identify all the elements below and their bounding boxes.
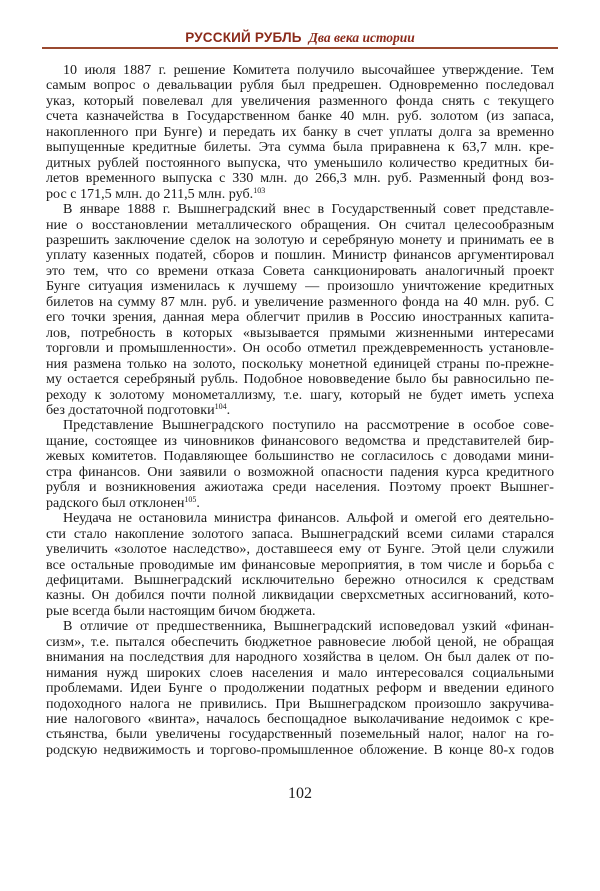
text-line: ние налогового «винта», началось беспощадное выколачивание недоимок с кре- (46, 711, 554, 728)
text-line: без достаточной подготовки$^{104}$. (46, 401, 231, 418)
text-line: сизм», т.е. пытался обеспечить бюджетное равновесие любой ценой, не обращая (46, 633, 554, 650)
footnote-ref[interactable]: 104 (214, 401, 227, 411)
text-line: сти стало накопление золотого запаса. Вышнеградский всеми силами старался (46, 525, 554, 542)
paragraph (46, 63, 554, 202)
text-line: 10 июля 1887 г. решение Комитета получило высочайшее утверждение. Тем (63, 62, 554, 78)
text-line: подоходного налога не привились. При Вышнеградском произошло закручива- (46, 695, 554, 712)
text-line: стьянства, были увеличены государственный поземельный налог, налог на го- (46, 726, 554, 743)
text-line: билетов на сумму 87 млн. руб. и увеличение разменного фонда на 40 млн. руб. С (46, 293, 554, 310)
text-line: Бунге ситуация изменилась к лучшему — произошло уничтожение кредитных (46, 278, 554, 295)
text-line: все остальные проводимые им финансовые мероприятия, в том числе и борьба с (46, 556, 554, 573)
text-line: увеличить «золотое наследство», доставшееся ему от Бунге. Этой цели служили (46, 541, 554, 558)
paragraph (46, 418, 554, 511)
text-line: уплату казенных податей, сборов и пошлин. Министр финансов аргументировал (46, 247, 554, 264)
text-line: ние о восстановлении металлического обращения. Он считал целесообразным (46, 216, 554, 233)
text-line: проблемами. Идеи Бунге о продолжении податных реформ и введении единого (46, 680, 554, 697)
text-line: родскую недвижимость и торгово-промышленное обложение. В конце 80-х годов (46, 741, 554, 758)
text-line: жевых комитетов. Подавляющее большинство не согласилось с доводами мини- (46, 448, 554, 465)
text-line: накопленного при Бунге) и передать их банку в счет уплаты долга за временно (46, 123, 554, 140)
text-line: казны. Он добился почти полной ликвидации сверхсметных ассигнований, кото- (46, 587, 554, 604)
text-line: самым вопрос о девальвации рубля был предрешен. Одновременно последовал (46, 77, 554, 94)
text-line: счета казначейства в Государственном банке 40 млн. руб. золотом (из запаса, (46, 108, 554, 125)
text-line: внимания на последствия для народного хозяйства в целом. Он был далек от по- (46, 649, 554, 666)
book-title: РУССКИЙ РУБЛЬ (185, 30, 302, 45)
text-line: рубля и возникновения ажиотажа среди населения. Поэтому проект Вышнег- (46, 479, 554, 496)
running-head (42, 29, 558, 47)
text-line: нимания нужд широких слоев населения и мало интересовался социальными (46, 664, 554, 681)
text-line: Представление Вышнеградского поступило на рассмотрение в особое сове- (63, 417, 554, 434)
text-line: это тем, что со времени отказа Совета санкционировать аналогичный проект (46, 262, 554, 279)
text-line: дитных рублей постоянного выпуска, что уменьшило количество кредитных би- (46, 154, 554, 171)
text-line: В январе 1888 г. Вышнеградский внес в Государственный совет представле- (63, 201, 554, 218)
text-line: летов временного выпуска с 330 млн. до 266,3 млн. руб. Разменный фонд воз- (46, 170, 554, 187)
text-line: его точки зрения, данная мера облегчит прилив в Россию иностранных капита- (46, 309, 554, 326)
body-text (46, 63, 554, 758)
header-rule (42, 47, 558, 49)
paragraph (46, 202, 554, 418)
text-line: реходу к золотому монометаллизму, т.е. шагу, который не будет иметь успеха (46, 386, 554, 403)
text-line: стра финансов. Они заявили о возможной опасности падения курса кредитного (46, 463, 554, 480)
page-number: 102 (288, 785, 312, 802)
paragraph (46, 619, 554, 758)
text-line: щание, состоящее из чиновников финансового ведомства и представителей бир- (46, 432, 554, 449)
text-line: му остается серебряный рубль. Подобное нововведение было бы равносильно пе- (46, 371, 554, 388)
text-line: дефицитами. Вышнеградский исключительно бережно относился к средствам (46, 571, 554, 588)
book-subtitle: Два века истории (308, 30, 415, 45)
text-line: лов, потребность в которых «вызывается прямыми жизненными интересами (46, 324, 554, 341)
text-line: рые всегда были настоящим бичом бюджета. (46, 602, 316, 619)
text-line: торговли и промышленности». Он особо отметил преждевременность установле- (46, 340, 554, 357)
text-line: указ, который повелевал для увеличения разменного фонда снять с текущего (46, 92, 554, 109)
text-line: рос с 171,5 млн. до 211,5 млн. руб.$^{103}$ (46, 185, 266, 202)
text-line: выпущенные кредитные билеты. Эта сумма была приравнена к 63,7 млн. кре- (46, 139, 554, 156)
text-line: ния размена только на золото, поскольку монетной единицей страны по-прежне- (46, 355, 554, 372)
text-line: Неудача не остановила министра финансов. Альфой и омегой его деятельно- (63, 510, 554, 527)
text-line: радского был отклонен$^{105}$. (46, 494, 200, 511)
footnote-ref[interactable]: 105 (184, 494, 197, 504)
text-line: В отличие от предшественника, Вышнеградский исповедовал узкий «финан- (63, 618, 554, 635)
footnote-ref[interactable]: 103 (253, 185, 266, 195)
text-line: разрешить заключение сделок на золотую и серебряную монету и принимать ее в (46, 231, 554, 248)
paragraph (46, 511, 554, 619)
